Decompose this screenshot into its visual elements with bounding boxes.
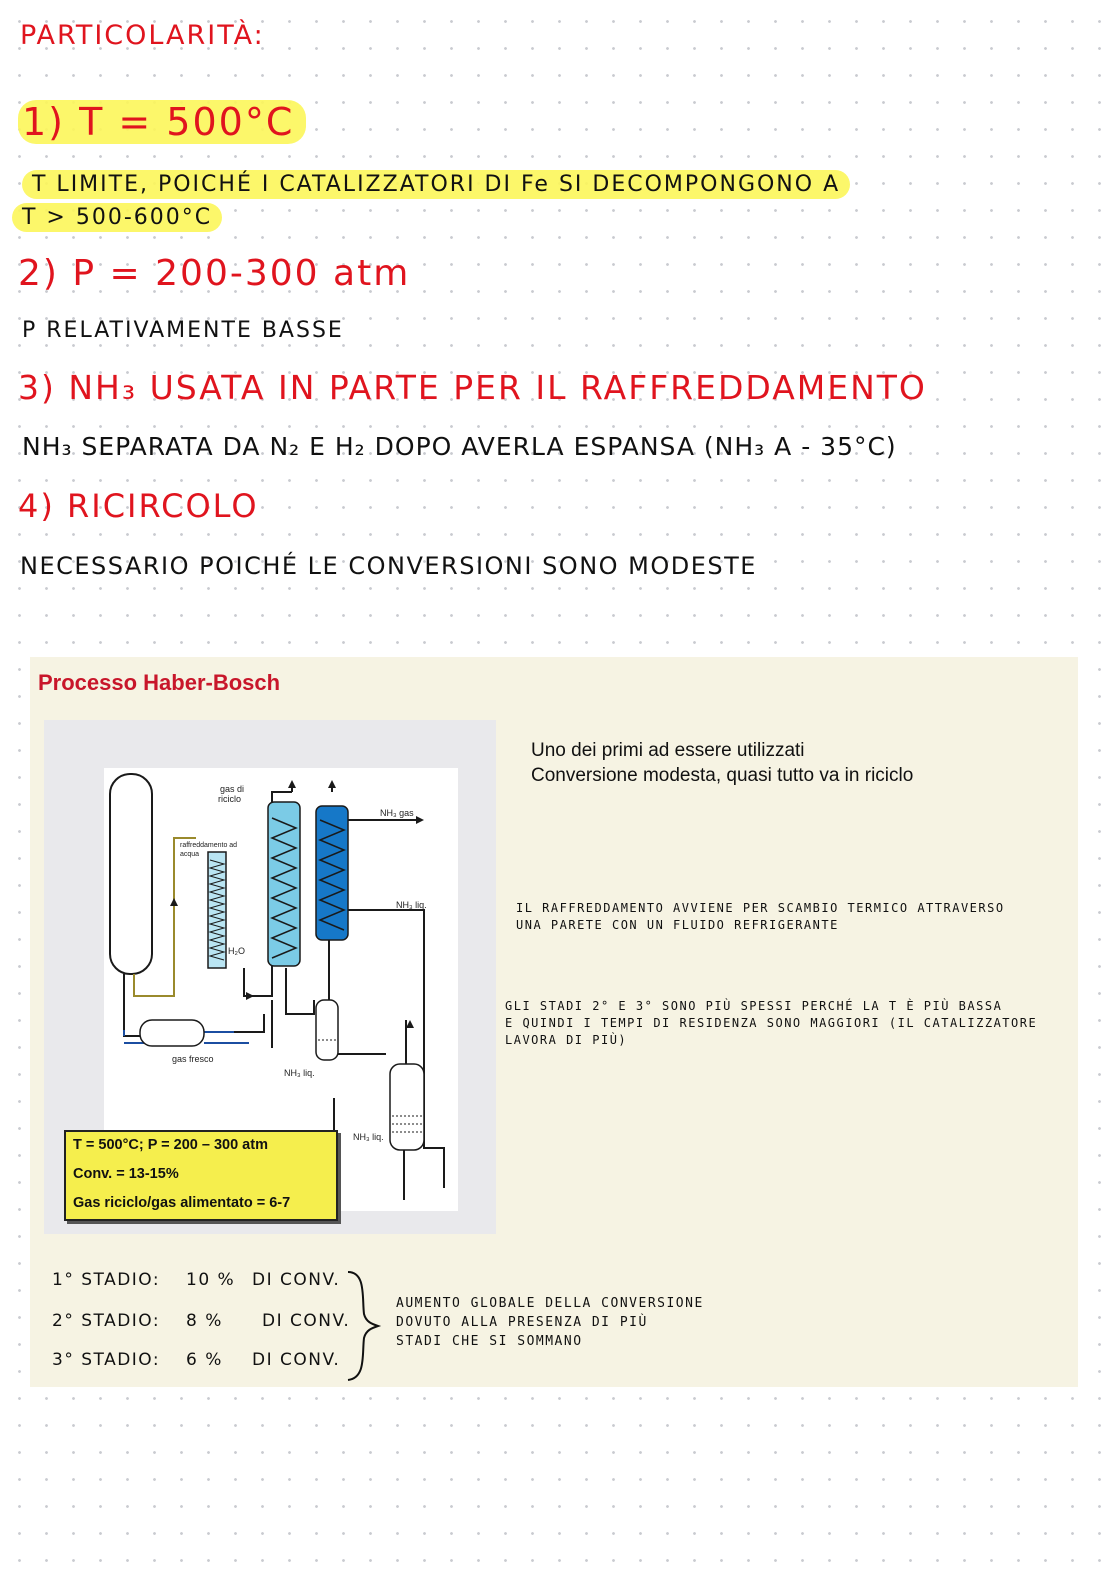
stage-3-value: 6 %	[186, 1350, 223, 1370]
note-cooling-line-1: IL RAFFREDDAMENTO AVVIENE PER SCAMBIO TERMICO ATTRAVERSO	[516, 901, 1005, 915]
tall-vessel	[110, 774, 152, 974]
slide-description	[531, 738, 913, 788]
note-stages-line-2: E QUINDI I TEMPI DI RESIDENZA SONO MAGGIORI (IL CATALIZZATORE	[505, 1016, 1038, 1030]
label-h2o: H₂O	[228, 946, 245, 956]
stage-1-unit: DI CONV.	[252, 1270, 341, 1290]
label-nh3-liq-3: NH₃ liq.	[353, 1132, 384, 1142]
item-2-title: 2) P = 200-300 atm	[18, 253, 411, 294]
label-nh3-liq-1: NH₃ liq.	[396, 900, 427, 910]
label-fresh-gas: gas fresco	[172, 1054, 214, 1064]
note-cooling-line-2: UNA PARETE CON UN FLUIDO REFRIGERANTE	[516, 918, 839, 932]
reactor-stage-1	[268, 802, 300, 966]
item-3-title: 3) NH₃ USATA IN PARTE PER IL RAFFREDDAMENTO	[18, 368, 927, 407]
item-1-body-line1: T LIMITE, POICHÉ I CATALIZZATORI DI Fe SI DECOMPONGONO A	[22, 170, 850, 199]
item-4-body: NECESSARIO POICHÉ LE CONVERSIONI SONO MODESTE	[20, 552, 757, 580]
label-recycle-gas-1: gas di	[220, 784, 245, 794]
item-1-title: 1) T = 500°C	[18, 100, 306, 144]
label-recycle-gas-2: riciclo	[218, 794, 242, 804]
stages-note-line-1: AUMENTO GLOBALE DELLA CONVERSIONE	[396, 1296, 704, 1311]
note-stages-line-3: LAVORA DI PIÙ)	[505, 1033, 628, 1047]
slide-title: Processo Haber-Bosch	[38, 670, 281, 695]
stage-2-value: 8 %	[186, 1311, 223, 1331]
stage-1-value: 10 %	[186, 1270, 236, 1290]
stages-note-line-2: DOVUTO ALLA PRESENZA DI PIÙ	[396, 1315, 648, 1330]
label-water-cooling-2: acqua	[180, 851, 200, 858]
info-line-2: Conv. = 13-15%	[73, 1166, 179, 1182]
label-nh3-liq-2: NH₃ liq.	[284, 1068, 315, 1078]
item-3-body: NH₃ SEPARATA DA N₂ E H₂ DOPO AVERLA ESPANSA (NH₃ A - 35°C)	[22, 432, 897, 461]
item-1-body-line2: T > 500-600°C	[12, 203, 222, 232]
description-line-2: Conversione modesta, quasi tutto va in riciclo	[531, 765, 914, 786]
horizontal-vessel	[140, 1020, 204, 1046]
curly-brace	[344, 1270, 384, 1382]
stages-note-line-3: STADI CHE SI SOMMANO	[396, 1334, 583, 1349]
stage-3-unit: DI CONV.	[252, 1350, 341, 1370]
info-line-3: Gas riciclo/gas alimentato = 6-7	[73, 1195, 291, 1211]
info-line-1: T = 500°C; P = 200 – 300 atm	[73, 1137, 268, 1153]
note-stages-line-1: GLI STADI 2° E 3° SONO PIÙ SPESSI PERCHÉ LA T È PIÙ BASSA	[505, 999, 1003, 1013]
description-line-1: Uno dei primi ad essere utilizzati	[531, 740, 805, 761]
stage-2-label: 2° STADIO:	[52, 1311, 161, 1331]
separator-2	[390, 1064, 424, 1150]
stage-1-label: 1° STADIO:	[52, 1270, 161, 1290]
process-info-box	[64, 1130, 338, 1221]
item-4-title: 4) RICIRCOLO	[18, 487, 259, 525]
stage-3-label: 3° STADIO:	[52, 1350, 161, 1370]
notes-heading: PARTICOLARITÀ:	[20, 20, 265, 51]
label-nh3-gas: NH₃ gas	[380, 808, 414, 818]
stage-2-unit: DI CONV.	[262, 1311, 351, 1331]
item-2-body: P RELATIVAMENTE BASSE	[22, 318, 344, 343]
label-water-cooling-1: raffreddamento ad	[180, 842, 238, 849]
separator-1	[316, 1000, 338, 1060]
